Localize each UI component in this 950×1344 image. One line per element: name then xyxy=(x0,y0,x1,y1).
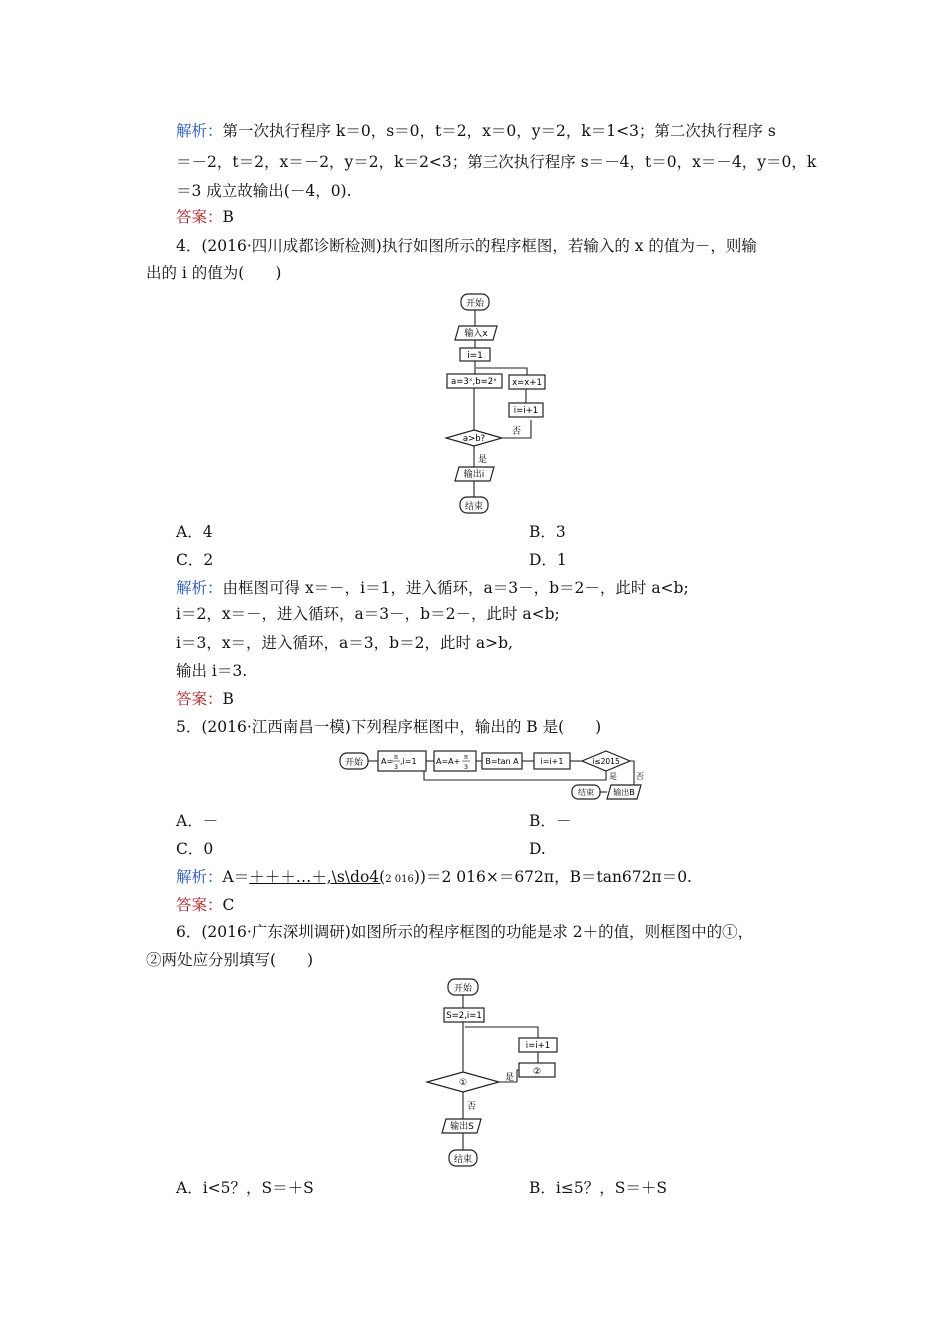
q5-option-c: C．0 xyxy=(176,840,214,858)
q3-analysis-line-3: ＝3 成立故输出(－4，0). xyxy=(176,182,352,200)
analysis-label: 解析： xyxy=(176,122,223,140)
q4-stem-line-2: 出的 i 的值为( ) xyxy=(146,264,282,282)
q3-analysis-line-1: 解析：第一次执行程序 k＝0，s＝0，t＝2，x＝0，y＝2，k＝1<3；第二次执行程序 s xyxy=(176,122,776,140)
svg-text:π: π xyxy=(464,753,468,761)
q4-option-c: C．2 xyxy=(176,551,214,569)
q4-answer: 答案：B xyxy=(176,690,234,708)
svg-text:i≤2015: i≤2015 xyxy=(592,757,620,766)
q4-analysis-line-3: i＝3，x＝，进入循环，a＝3，b＝2，此时 a>b, xyxy=(176,634,513,652)
svg-text:3: 3 xyxy=(393,763,399,771)
svg-text:3: 3 xyxy=(463,763,469,771)
svg-text:i=i+1: i=i+1 xyxy=(540,757,564,766)
q4-analysis-line-2: i＝2，x＝－，进入循环，a＝3－，b＝2－，此时 a<b; xyxy=(176,605,560,623)
svg-text:开始: 开始 xyxy=(453,984,473,994)
q4-analysis-line-1: 解析：由框图可得 x＝－，i＝1，进入循环，a＝3－，b＝2－，此时 a<b; xyxy=(176,579,689,597)
svg-text:π: π xyxy=(394,753,398,761)
svg-text:②: ② xyxy=(532,1067,542,1077)
q5-stem: 5．(2016·江西南昌一模)下列程序框图中，输出的 B 是( ) xyxy=(176,718,602,736)
svg-text:开始: 开始 xyxy=(344,758,364,768)
q4-option-b: B．3 xyxy=(529,523,566,541)
q4-option-a: A．4 xyxy=(176,523,213,541)
q6-stem-line-1: 6．(2016·广东深圳调研)如图所示的程序框图的功能是求 2＋的值，则框图中的①， xyxy=(176,923,754,941)
svg-text:i=i+1: i=i+1 xyxy=(525,1041,551,1051)
q4-option-d: D．1 xyxy=(529,551,567,569)
q5-option-a: A．－ xyxy=(176,812,219,830)
q6-flowchart xyxy=(420,976,570,1170)
q5-flowchart xyxy=(338,744,658,806)
q6-stem-line-2: ②两处应分别填写( ) xyxy=(146,951,314,969)
q5-option-d: D. xyxy=(529,840,546,858)
svg-text:输出i: 输出i xyxy=(463,470,485,480)
svg-text:结束: 结束 xyxy=(578,788,594,797)
q5-answer: 答案：C xyxy=(176,896,235,914)
svg-text:,i=1: ,i=1 xyxy=(400,757,417,766)
svg-text:结束: 结束 xyxy=(453,1155,473,1165)
svg-text:输入x: 输入x xyxy=(464,329,488,339)
svg-text:输出S: 输出S xyxy=(450,1122,474,1132)
svg-text:结束: 结束 xyxy=(464,502,484,512)
svg-text:①: ① xyxy=(458,1078,468,1088)
q5-option-b: B．－ xyxy=(529,812,572,830)
answer-label: 答案： xyxy=(176,208,223,226)
q4-analysis-line-4: 输出 i＝3. xyxy=(176,662,248,680)
svg-text:输出B: 输出B xyxy=(613,788,635,797)
svg-text:i=1: i=1 xyxy=(467,351,483,361)
svg-text:是: 是 xyxy=(505,1073,515,1083)
svg-text:i=i+1: i=i+1 xyxy=(513,406,539,416)
svg-text:否: 否 xyxy=(512,427,522,437)
svg-text:否: 否 xyxy=(467,1102,477,1112)
svg-text:x=x+1: x=x+1 xyxy=(512,378,542,388)
svg-text:S=2,i=1: S=2,i=1 xyxy=(446,1011,482,1021)
q4-stem-line-1: 4．(2016·四川成都诊断检测)执行如图所示的程序框图，若输入的 x 的值为－，则输 xyxy=(176,237,757,255)
svg-text:否: 否 xyxy=(636,772,644,781)
svg-text:是: 是 xyxy=(478,455,488,465)
q6-option-a: A．i<5？，S＝＋S xyxy=(176,1179,314,1197)
svg-text:a=3ˣ,b=2ˣ: a=3ˣ,b=2ˣ xyxy=(451,377,497,387)
svg-text:A=A+: A=A+ xyxy=(436,757,461,766)
svg-text:B=tan A: B=tan A xyxy=(485,757,519,766)
svg-text:开始: 开始 xyxy=(465,299,485,309)
svg-text:是: 是 xyxy=(609,772,617,781)
q4-flowchart xyxy=(440,290,570,515)
svg-text:A=: A= xyxy=(381,757,394,766)
q3-analysis-line-2: ＝－2，t＝2，x＝－2，y＝2，k＝2<3；第三次执行程序 s＝－4，t＝0，x＝－4，y＝0，k xyxy=(176,153,817,171)
q6-option-b: B．i≤5？，S＝＋S xyxy=(529,1179,667,1197)
svg-text:a>b?: a>b? xyxy=(462,434,486,444)
q5-analysis: 解析：A＝＋＋＋…＋,\s\do4(2 016))＝2 016×＝672π，B＝tan672π＝0. xyxy=(176,868,692,886)
q3-answer: 答案：B xyxy=(176,208,234,226)
